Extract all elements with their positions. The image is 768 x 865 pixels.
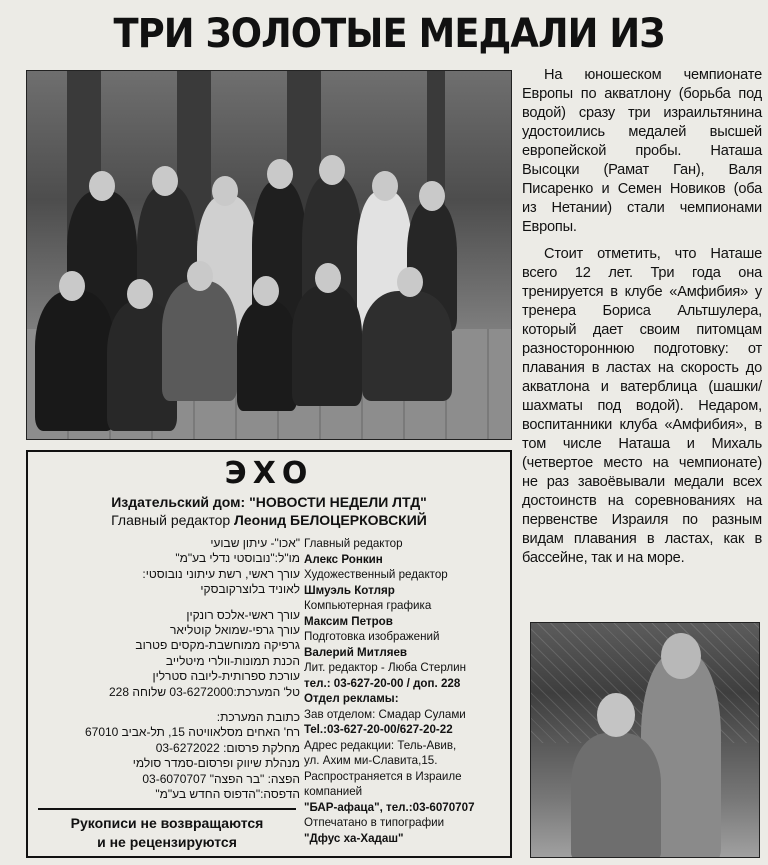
russian-credit-line: Отпечатано в типографии <box>304 816 445 829</box>
russian-credit-line: Алекс Ронкин <box>304 552 383 566</box>
medalist-photo <box>530 622 760 858</box>
russian-credit-line: Главный редактор <box>304 537 403 550</box>
hebrew-credit-line: "אכו"- עיתון שבועי <box>210 536 300 550</box>
hebrew-credit-line: עורך גרפי-שמואל קוטליאר <box>169 623 300 638</box>
article-paragraph-1: На юношеском чемпионате Европы по акватлону (борьба под водой) сразу три израильтянина удостоились медалей высшей европейской пробы. Наташа Высоцки (Рамат Ган), Валя Писаренко и Семен Новиков (оба из Нетании) стали чемпионами Европы. <box>522 67 762 235</box>
russian-credit-line: Валерий Митляев <box>304 645 408 659</box>
hebrew-credit-line: הכנת תמונות-וולרי מיטלייב <box>165 653 300 668</box>
russian-credit-line: Зав отделом: Смадар Сулами <box>304 707 466 721</box>
hebrew-credit-line: מו"ל:"נובוסטי נדלי בע"מ" <box>175 551 300 566</box>
team-group-photo <box>26 70 512 440</box>
hebrew-spacer <box>34 598 300 608</box>
article-paragraph-2: Стоит отметить, что Наташе всего 12 лет. Три года она тренируется в клубе «Амфибия» у тренера Бориса Альтшулера, который дает своим питомцам разностороннюю подготовку: от плавания в ластах на скорость до акватлона и ватерблица (шашки/шахматы под водой). Недаром, воспитанники клуба «Амфибия», в том числе Наташа и Михаль (четвертое место на чемпионате) не раз завоёвывали медали всех достоинств на соревнованиях на первенстве Израиля по разным видам плавания в ластах, как в бассейне, так и на море. <box>522 246 762 566</box>
hebrew-credits <box>34 536 300 803</box>
hebrew-credit-line: עורכת ספרותית-ליובה סטרלין <box>152 669 300 684</box>
hebrew-credit-line: הפצה: "בר הפצה" 03-6070707 <box>142 771 300 786</box>
hebrew-credit-line: מנהלת שיווק ופרסום-סמדר סולמי <box>132 756 300 771</box>
russian-credit-line: ул. Ахим ми-Славита,15. <box>304 754 438 767</box>
russian-credit-line: Адрес редакции: Тель-Авив, <box>304 738 457 752</box>
russian-credit-line: Отдел рекламы: <box>304 692 399 705</box>
russian-credit-line: Tel.:03-627-20-00/627-20-22 <box>304 723 453 736</box>
russian-credit-line: тел.: 03-627-20-00 / доп. 228 <box>304 676 461 690</box>
disclaimer-line-1: Рукописи не возвращаются <box>70 815 264 831</box>
disclaimer-line-2: и не рецензируются <box>97 834 237 850</box>
russian-credit-line: Максим Петров <box>304 614 393 628</box>
hebrew-credit-line: טל' המערכת:03-6272000 שלוחה 228 <box>108 684 300 699</box>
russian-credit-line: Художественный редактор <box>304 568 448 581</box>
russian-credit-line: "БАР-афаца", тел.:03-6070707 <box>304 800 475 814</box>
hebrew-credit-line: גרפיקה ממוחשבת-מקסים פטרוב <box>135 638 300 653</box>
hebrew-credit-line: הדפסה:"הדפוס החדש בע"מ" <box>155 787 300 802</box>
headline: ТРИ ЗОЛОТЫЕ МЕДАЛИ ИЗ <box>113 11 665 57</box>
hebrew-credit-line: כתובת המערכת: <box>216 710 300 725</box>
publisher-line: Издательский дом: "НОВОСТИ НЕДЕЛИ ЛТД" <box>111 494 427 510</box>
russian-credit-line: Компьютерная графика <box>304 599 432 612</box>
chief-editor-name: Леонид БЕЛОЦЕРКОВСКИЙ <box>234 512 427 528</box>
russian-credit-line: Шмуэль Котляр <box>304 583 395 597</box>
echo-masthead-box <box>26 450 512 858</box>
hebrew-credit-line: עורך ראשי, רשת עיתוני נובוסטי: <box>142 566 300 581</box>
chief-editor-label: Главный редактор <box>111 512 235 528</box>
manuscripts-disclaimer <box>38 808 296 852</box>
russian-credit-line: Подготовка изображений <box>304 630 440 643</box>
hebrew-credit-line: רח' האחים מסלאוויטה 15, תל-אביב 67010 <box>84 725 300 740</box>
hebrew-spacer <box>34 700 300 710</box>
russian-credits <box>304 536 510 846</box>
echo-logo: ЭХО <box>224 456 314 491</box>
russian-credit-line: Распространяется в Израиле компанией <box>304 769 462 798</box>
chief-editor-line <box>28 512 510 528</box>
russian-credit-line: Лит. редактор - Люба Стерлин <box>304 661 467 674</box>
hebrew-credit-line: לאוניד בלוצרקובסקי <box>200 582 300 597</box>
russian-credit-line: "Дфус ха-Хадаш" <box>304 831 404 845</box>
hebrew-credit-line: עורך ראשי-אלכס רונקין <box>186 607 300 622</box>
article-body <box>522 66 762 576</box>
hebrew-credit-line: מחלקת פרסום: 03-6272022 <box>155 740 300 755</box>
